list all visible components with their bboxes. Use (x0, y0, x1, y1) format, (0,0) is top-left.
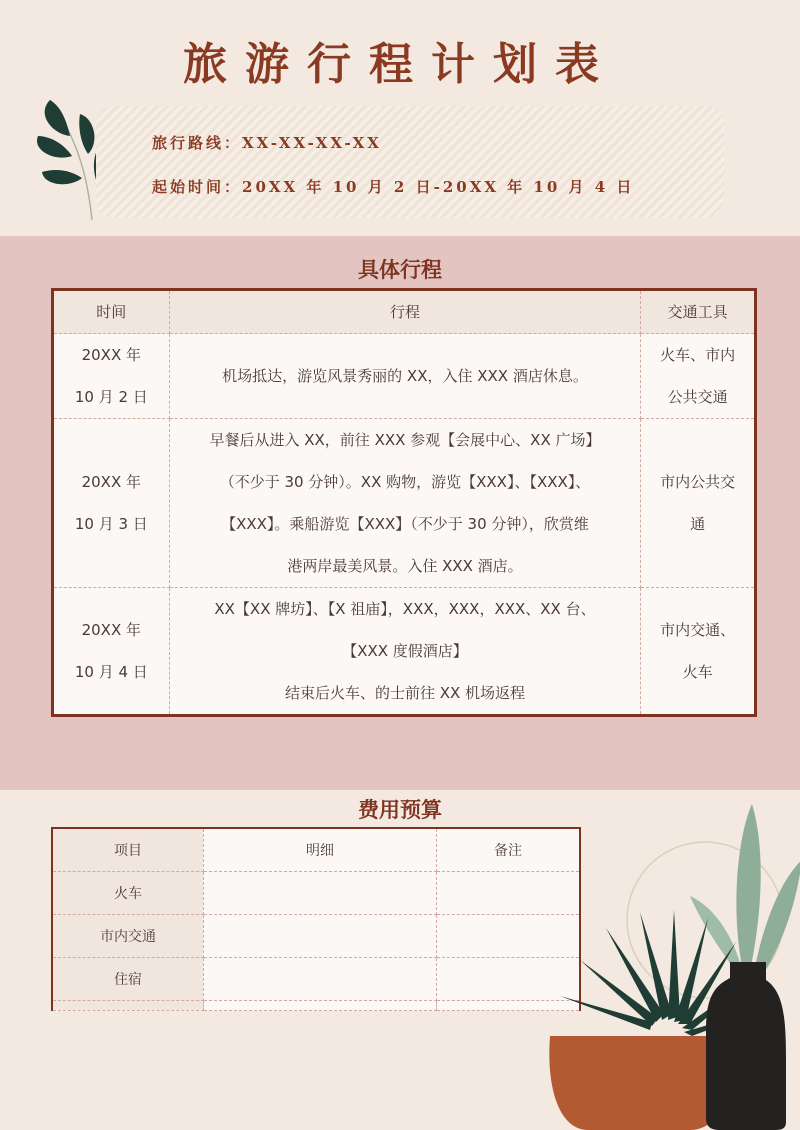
table-row (53, 588, 756, 716)
column-header-note: 备注 (437, 828, 580, 871)
dates-value: 20XX 年 10 月 2 日-20XX 年 10 月 4 日 (242, 178, 635, 196)
row-plan: 机场抵达，游览风景秀丽的 XX，入住 XXX 酒店休息。 (169, 334, 641, 419)
column-header-plan: 行程 (169, 290, 641, 334)
budget-item: 住宿 (52, 957, 203, 1000)
dates-line (152, 176, 724, 220)
row-plan: 早餐后从进入 XX，前往 XXX 参观【会展中心、XX 广场】 （不少于 30 分钟）。XX 购物，游览【XXX】、【XXX】、 【XXX】。乘船游览【XXX】（不少于 30 分钟），欣赏维 港两岸最美风景。入住 XXX 酒店。 (169, 419, 641, 588)
budget-item: 火车 (52, 871, 203, 914)
column-header-item: 项目 (52, 828, 203, 871)
page-title: 旅游行程计划表 (183, 39, 617, 90)
column-header-time: 时间 (53, 290, 170, 334)
budget-header-row (52, 828, 580, 871)
row-transport: 火车、市内 公共交通 (641, 334, 756, 419)
itinerary-header-row (53, 290, 756, 334)
budget-detail[interactable] (203, 957, 436, 1000)
route-value: XX-XX-XX-XX (242, 134, 382, 152)
table-row (52, 914, 580, 957)
column-header-detail: 明细 (203, 828, 436, 871)
table-row (53, 419, 756, 588)
route-line (152, 132, 724, 176)
budget-title: 费用预算 (358, 798, 442, 822)
budget-table (51, 827, 581, 1011)
table-row (52, 957, 580, 1000)
plant-pot-illustration (540, 800, 800, 1130)
row-transport: 市内公共交 通 (641, 419, 756, 588)
budget-item (52, 1000, 203, 1010)
row-plan: XX【XX 牌坊】、【X 祖庙】，XXX，XXX，XXX、XX 台、 【XXX 度假酒店】 结束后火车、的士前往 XX 机场返程 (169, 588, 641, 716)
column-header-transport: 交通工具 (641, 290, 756, 334)
budget-detail[interactable] (203, 871, 436, 914)
table-row (53, 334, 756, 419)
row-time: 20XX 年 10 月 4 日 (53, 588, 170, 716)
row-time: 20XX 年 10 月 3 日 (53, 419, 170, 588)
budget-detail[interactable] (203, 914, 436, 957)
itinerary-table (51, 288, 757, 717)
trip-info-box (96, 106, 724, 218)
route-label: 旅行路线： (152, 134, 243, 152)
table-row (52, 1000, 580, 1010)
row-time: 20XX 年 10 月 2 日 (53, 334, 170, 419)
dates-label: 起始时间： (152, 178, 243, 196)
itinerary-title: 具体行程 (358, 258, 442, 282)
row-transport: 市内交通、 火车 (641, 588, 756, 716)
table-row (52, 871, 580, 914)
budget-item: 市内交通 (52, 914, 203, 957)
budget-detail[interactable] (203, 1000, 436, 1010)
